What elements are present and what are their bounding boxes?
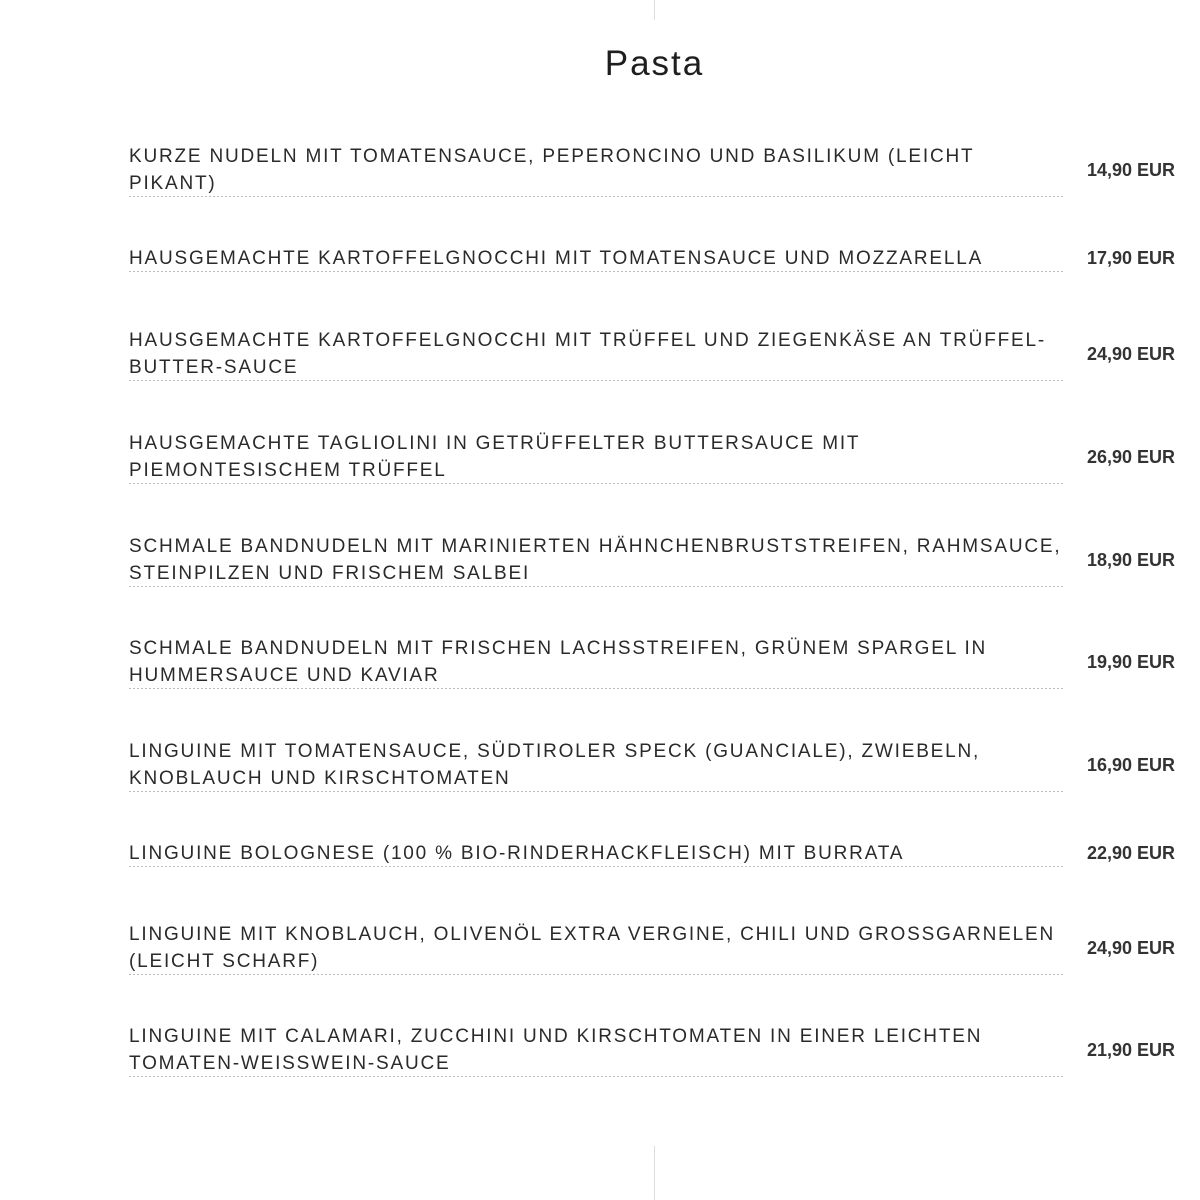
menu-item-name (129, 840, 1065, 867)
menu-item-name-text: LINGUINE MIT TOMATENSAUCE, SÜDTIROLER SPECK (GUANCIALE), ZWIEBELN, KNOBLAUCH UND KIRSCHTOMATEN (129, 741, 981, 789)
menu-item-price: 21,90 EUR (1087, 1039, 1176, 1060)
menu-item-price: 17,90 EUR (1087, 248, 1176, 268)
menu-item-price: 19,90 EUR (1087, 651, 1176, 672)
menu-item (129, 738, 1183, 792)
menu-item-price: 24,90 EUR (1087, 937, 1176, 958)
menu-item (129, 840, 1183, 867)
menu-item-name-text: HAUSGEMACHTE KARTOFFELGNOCCHI MIT TRÜFFEL UND ZIEGENKÄSE AN TRÜFFEL-BUTTER-SAUCE (129, 330, 1046, 378)
menu-item (129, 327, 1183, 381)
menu-item-name (129, 738, 1065, 792)
menu-item-name (129, 921, 1065, 975)
menu-item-name (129, 245, 1065, 272)
menu-item-price: 14,90 EUR (1087, 159, 1176, 180)
menu-item-name-text: LINGUINE BOLOGNESE (100 % BIO-RINDERHACKFLEISCH) MIT BURRATA (129, 843, 914, 864)
menu-item-price: 22,90 EUR (1087, 843, 1176, 863)
menu-item-price: 18,90 EUR (1087, 549, 1176, 570)
menu-item-price: 16,90 EUR (1087, 754, 1176, 775)
menu-item-name-text: LINGUINE MIT KNOBLAUCH, OLIVENÖL EXTRA VERGINE, CHILI UND GROSSGARNELEN (LEICHT SCHARF) (129, 924, 1055, 972)
menu-item (129, 430, 1183, 484)
menu-item-name-text: HAUSGEMACHTE KARTOFFELGNOCCHI MIT TOMATENSAUCE UND MOZZARELLA (129, 248, 993, 269)
menu-item-name (129, 430, 1065, 484)
menu-item (129, 635, 1183, 689)
bottom-divider (654, 1146, 655, 1200)
menu-item-price: 26,90 EUR (1087, 446, 1176, 467)
menu-item-name-text: SCHMALE BANDNUDELN MIT MARINIERTEN HÄHNCHENBRUSTSTREIFEN, RAHMSAUCE, STEINPILZEN UND FRISCHEM SALBEI (129, 536, 1062, 584)
menu-item-name (129, 1023, 1065, 1077)
menu-item-name-text: HAUSGEMACHTE TAGLIOLINI IN GETRÜFFELTER BUTTERSAUCE MIT PIEMONTESISCHEM TRÜFFEL (129, 433, 861, 481)
menu-item-name-text: SCHMALE BANDNUDELN MIT FRISCHEN LACHSSTREIFEN, GRÜNEM SPARGEL IN HUMMERSAUCE UND KAVIAR (129, 638, 988, 686)
menu-item (129, 921, 1183, 975)
menu-item-price: 24,90 EUR (1087, 343, 1176, 364)
menu-item (129, 143, 1183, 197)
menu-item-name (129, 327, 1065, 381)
menu-item (129, 1023, 1183, 1077)
menu-item-name-text: KURZE NUDELN MIT TOMATENSAUCE, PEPERONCINO UND BASILIKUM (LEICHT PIKANT) (129, 146, 975, 194)
menu-item (129, 245, 1183, 272)
top-divider (654, 0, 655, 20)
section-title: Pasta (604, 44, 705, 83)
menu-item-name (129, 635, 1065, 689)
menu-item-name-text: LINGUINE MIT CALAMARI, ZUCCHINI UND KIRSCHTOMATEN IN EINER LEICHTEN TOMATEN-WEISSWEIN-SAUCE (129, 1026, 983, 1074)
menu-item-name (129, 533, 1065, 587)
menu-item-name (129, 143, 1065, 197)
menu-item (129, 533, 1183, 587)
